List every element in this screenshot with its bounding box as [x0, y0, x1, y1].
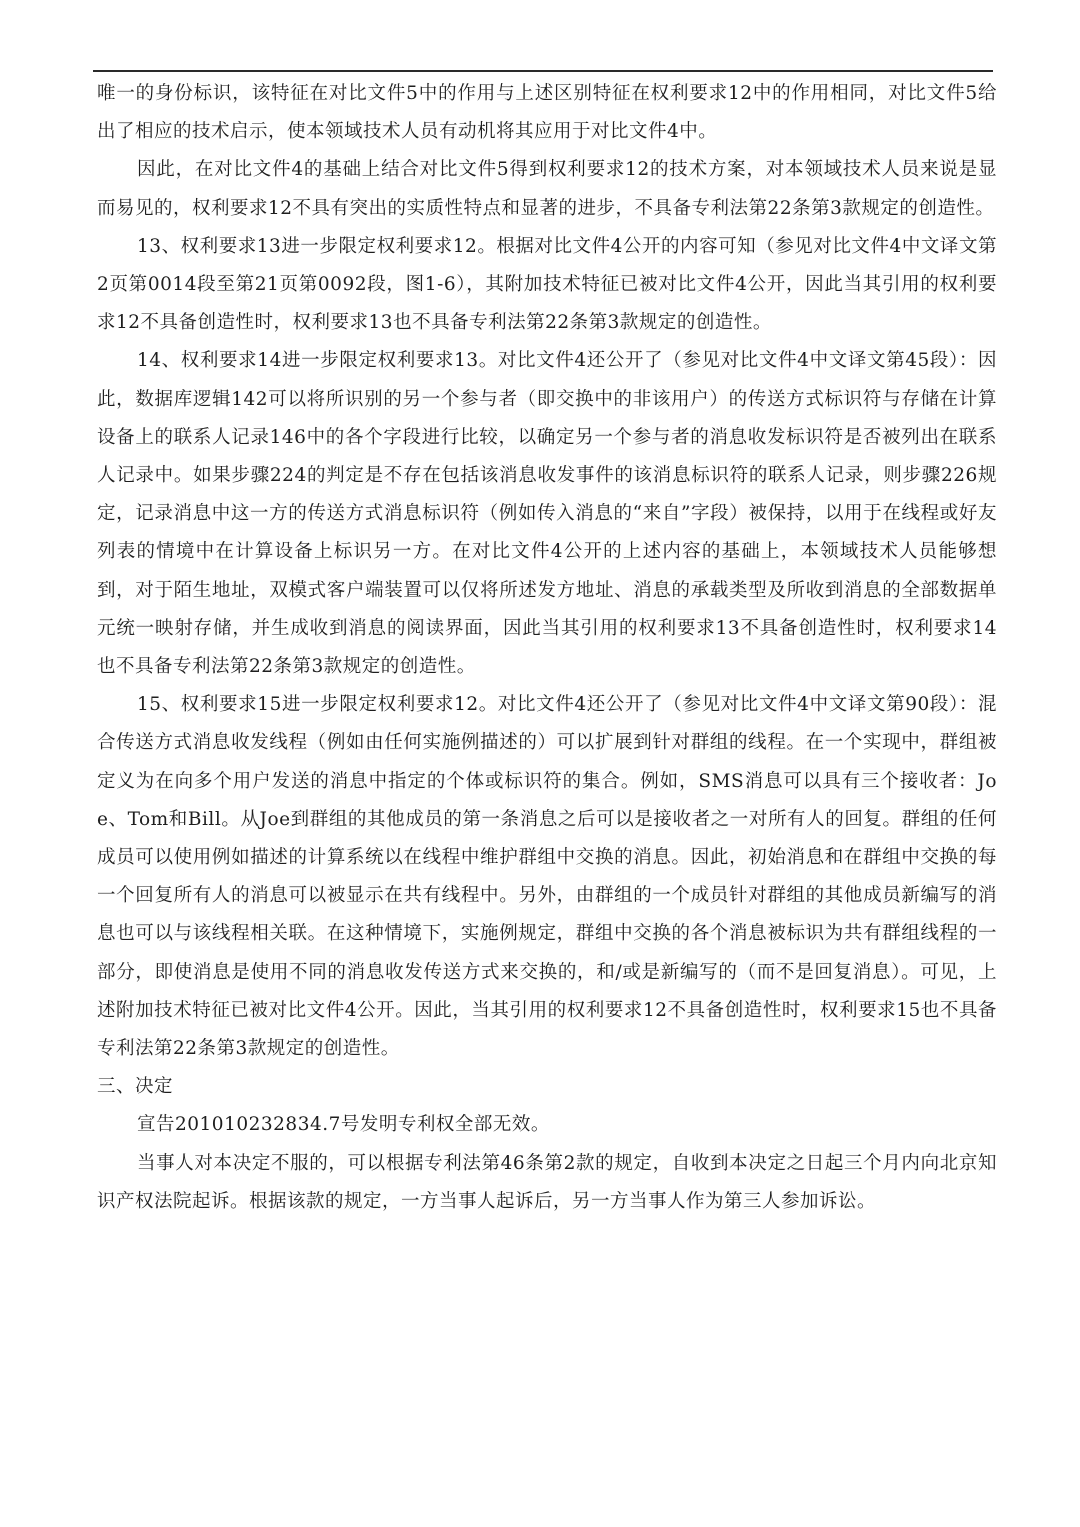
paragraph-claim-14: 14、权利要求14进一步限定权利要求13。对比文件4还公开了（参见对比文件4中文译文第45段）：因此，数据库逻辑142可以将所识别的另一个参与者（即交换中的非该用户）的传送方式标识符与存储在计算设备上的联系人记录146中的各个字段进行比较，以确定另一个参与者的消息收发标识符是否被列出在联系人记录中。如果步骤224的判定是不存在包括该消息收发事件的该消息标识符的联系人记录，则步骤226规定，记录消息中这一方的传送方式消息标识符（例如传入消息的“来自”字段）被保持，以用于在线程或好友列表的情境中在计算设备上标识另一方。在对比文件4公开的上述内容的基础上，本领域技术人员能够想到，对于陌生地址，双模式客户端装置可以仅将所述发方地址、消息的承载类型及所收到消息的全部数据单元统一映射存储，并生成收到消息的阅读界面，因此当其引用的权利要求13不具备创造性时，权利要求14也不具备专利法第22条第3款规定的创造性。 [97, 350, 997, 678]
document-body [97, 75, 997, 1221]
paragraph-decision-statement: 宣告201010232834.7号发明专利权全部无效。 [137, 1114, 550, 1136]
paragraph-claim-13: 13、权利要求13进一步限定权利要求12。根据对比文件4公开的内容可知（参见对比文件4中文译文第2页第0014段至第21页第0092段，图1-6），其附加技术特征已被对比文件4公开，因此当其引用的权利要求12不具备创造性时，权利要求13也不具备专利法第22条第3款规定的创造性。 [97, 235, 997, 334]
paragraph-continuation: 唯一的身份标识，该特征在对比文件5中的作用与上述区别特征在权利要求12中的作用相同，对比文件5给出了相应的技术启示，使本领域技术人员有动机将其应用于对比文件4中。 [97, 83, 997, 143]
paragraph-appeal-notice: 当事人对本决定不服的，可以根据专利法第46条第2款的规定，自收到本决定之日起三个月内向北京知识产权法院起诉。根据该款的规定，一方当事人起诉后，另一方当事人作为第三人参加诉讼。 [97, 1152, 997, 1212]
paragraph-claim-15: 15、权利要求15进一步限定权利要求12。对比文件4还公开了（参见对比文件4中文译文第90段）：混合传送方式消息收发线程（例如由任何实施例描述的）可以扩展到针对群组的线程。在一个实现中，群组被定义为在向多个用户发送的消息中指定的个体或标识符的集合。例如，SMS消息可以具有三个接收者：Joe、Tom和Bill。从Joe到群组的其他成员的第一条消息之后可以是接收者之一对所有人的回复。群组的任何成员可以使用例如描述的计算系统以在线程中维护群组中交换的消息。因此，初始消息和在群组中交换的每一个回复所有人的消息可以被显示在共有线程中。另外，由群组的一个成员针对群组的其他成员新编写的消息也可以与该线程相关联。在这种情境下，实施例规定，群组中交换的各个消息被标识为共有群组线程的一部分，即使消息是使用不同的消息收发传送方式来交换的，和/或是新编写的（而不是回复消息）。可见，上述附加技术特征已被对比文件4公开。因此，当其引用的权利要求12不具备创造性时，权利要求15也不具备专利法第22条第3款规定的创造性。 [97, 694, 997, 1060]
section-heading-decision: 三、决定 [97, 1076, 174, 1098]
paragraph-claim-12-conclusion: 因此，在对比文件4的基础上结合对比文件5得到权利要求12的技术方案，对本领域技术人员来说是显而易见的，权利要求12不具有突出的实质性特点和显著的进步，不具备专利法第22条第3款规定的创造性。 [97, 159, 997, 219]
header-rule [93, 70, 993, 72]
